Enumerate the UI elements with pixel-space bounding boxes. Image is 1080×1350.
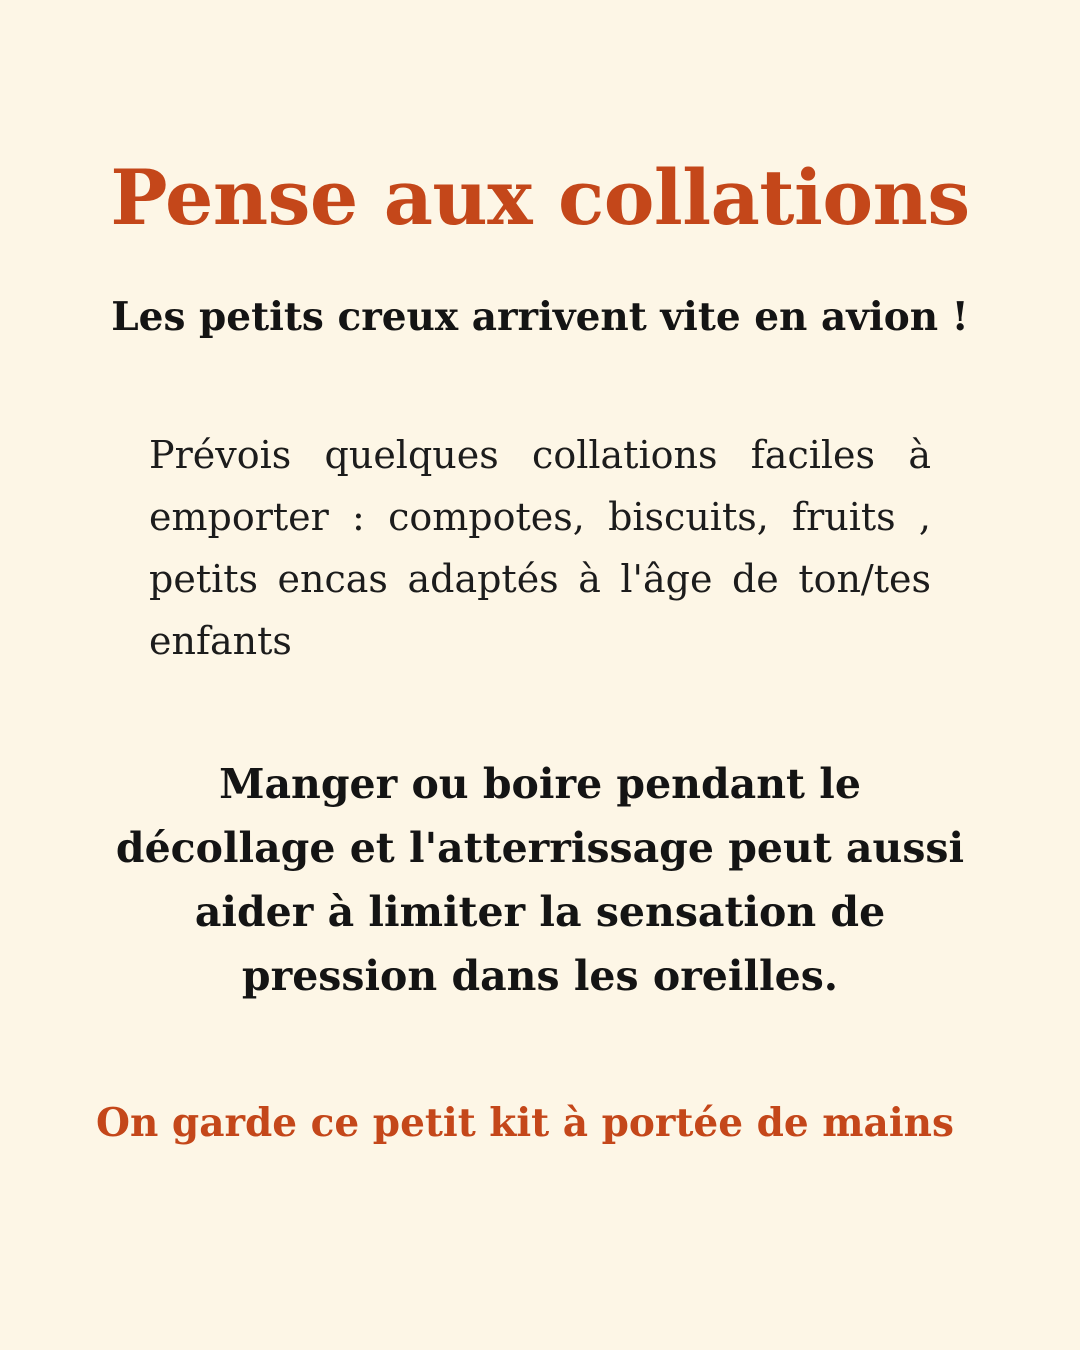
- slide-subtitle: Les petits creux arrivent vite en avion !: [111, 294, 969, 340]
- call-to-action: On garde ce petit kit à portée de mains: [96, 1100, 954, 1146]
- ear-pressure-tip: Manger ou boire pendant le décollage et l'atterrissage peut aussi aider à limiter la sensation de pression dans les oreilles.: [115, 760, 965, 1000]
- slide-title: Pense aux collations: [110, 153, 970, 242]
- snack-tips-paragraph: Prévois quelques collations faciles à emporter : compotes, biscuits, fruits , petits encas adaptés à l'âge de ton/tes enfants: [149, 433, 931, 663]
